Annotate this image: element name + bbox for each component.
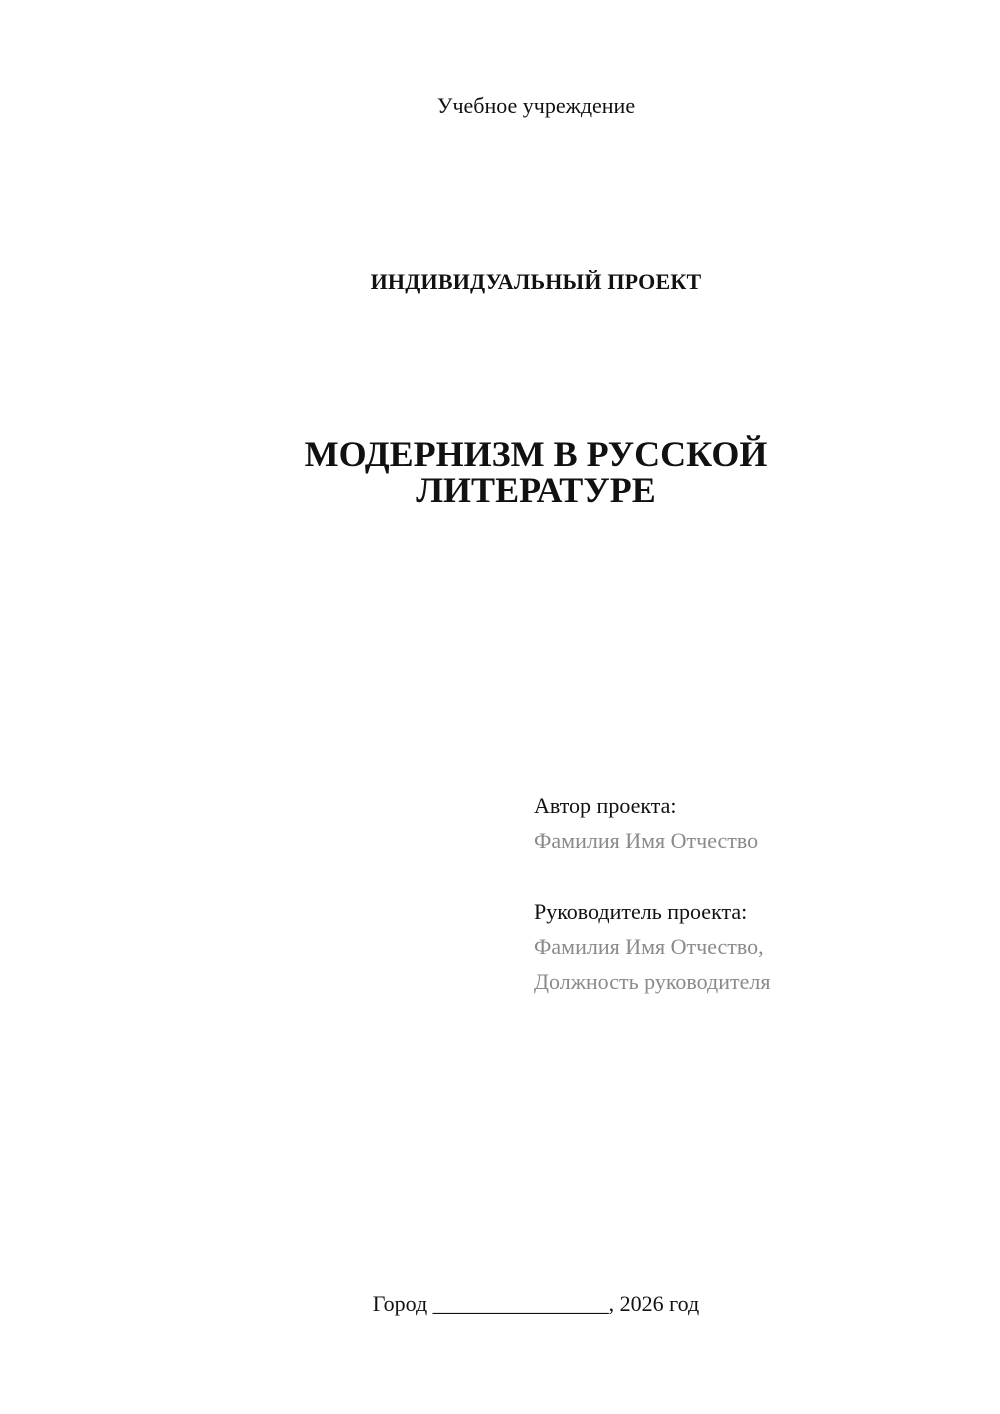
project-title — [0, 436, 1000, 508]
info-spacer — [534, 858, 770, 894]
author-label: Автор проекта: — [534, 793, 677, 818]
institution-name: Учебное учреждение — [436, 93, 636, 118]
author-name: Фамилия Имя Отчество — [534, 828, 759, 853]
supervisor-label: Руководитель проекта: — [534, 899, 748, 924]
project-info-block — [534, 788, 770, 999]
supervisor-position: Должность руководителя — [534, 969, 771, 994]
project-type-heading: ИНДИВИДУАЛЬНЫЙ ПРОЕКТ — [370, 269, 702, 294]
supervisor-name: Фамилия Имя Отчество, — [534, 934, 764, 959]
project-title-line-2: ЛИТЕРАТУРЕ — [416, 470, 656, 510]
project-title-line-1: МОДЕРНИЗМ В РУССКОЙ — [304, 434, 768, 474]
city-year-footer: Город ________________, 2026 год — [372, 1291, 700, 1316]
